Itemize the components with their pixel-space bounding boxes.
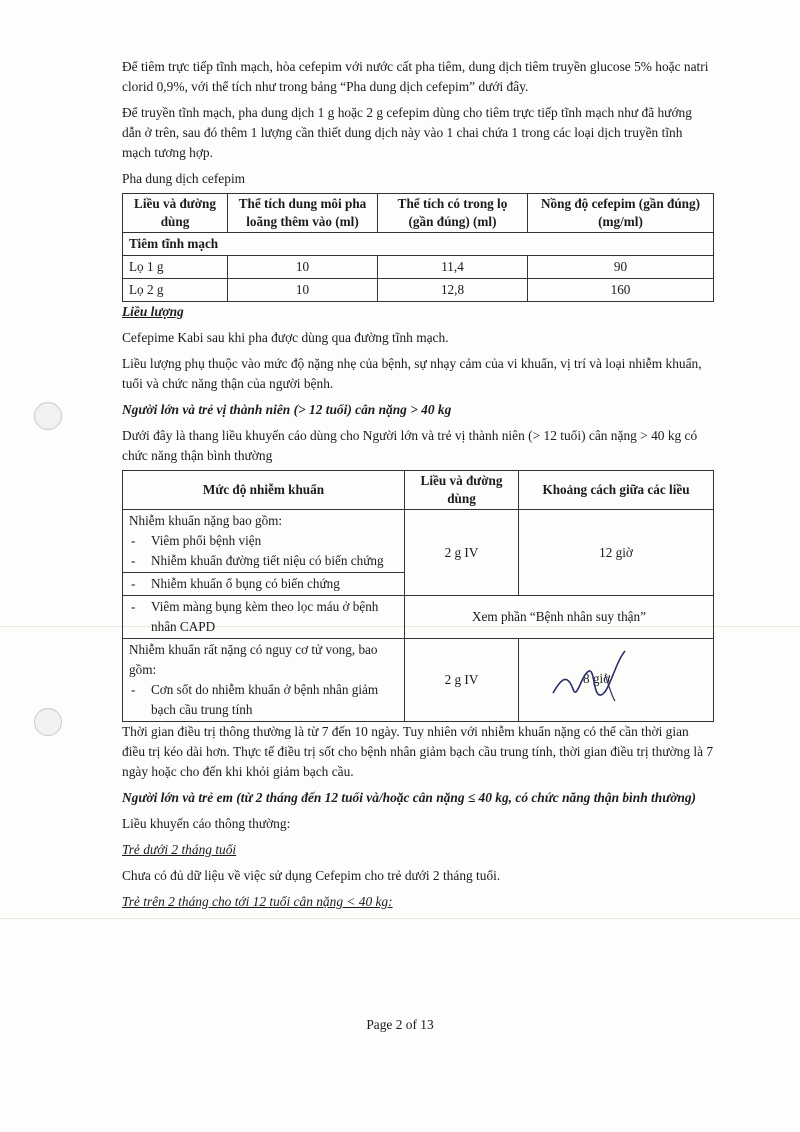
page-content	[122, 57, 714, 912]
table-cell: 160	[528, 279, 714, 302]
table-cell: 11,4	[378, 256, 528, 279]
dose-header-severity: Mức độ nhiễm khuẩn	[123, 471, 405, 510]
dilution-header-route: Liều và đường dùng	[123, 194, 228, 233]
intro-paragraph-1: Để tiêm trực tiếp tĩnh mạch, hòa cefepim với nước cất pha tiêm, dung dịch tiêm truyền glucose 5% hoặc natri clorid 0,9%, với thể tích như trong bảng “Pha dung dịch cefepim” dưới đây.	[122, 59, 709, 94]
list-item: - Nhiễm khuẩn đường tiết niệu có biến chứng	[129, 551, 398, 571]
usual-dose-label: Liều khuyến cáo thông thường:	[122, 816, 291, 831]
table-cell: 10	[228, 279, 378, 302]
table-cell: 12 giờ	[519, 510, 714, 596]
table-cell: Xem phần “Bệnh nhân suy thận”	[405, 596, 714, 639]
table-cell: 90	[528, 256, 714, 279]
dilution-header-diluent: Thể tích dung môi pha loãng thêm vào (ml)	[228, 194, 378, 233]
table-cell	[123, 639, 405, 722]
scan-line	[0, 918, 800, 919]
severity-list	[129, 531, 398, 571]
table-cell: 2 g IV	[405, 639, 519, 722]
signature-mark	[545, 645, 635, 715]
list-item: - Viêm phổi bệnh viện	[129, 531, 398, 551]
table-cell: 2 g IV	[405, 510, 519, 596]
list-item: - Cơn sốt do nhiễm khuẩn ở bệnh nhân giảm bạch cầu trung tính	[129, 680, 398, 720]
dilution-group-iv: Tiêm tĩnh mạch	[123, 233, 714, 256]
table-row	[123, 596, 714, 639]
table-cell: 12,8	[378, 279, 528, 302]
table-row	[123, 510, 714, 573]
dilution-header-concentration: Nồng độ cefepim (gần đúng) (mg/ml)	[528, 194, 714, 233]
table-cell: Lọ 2 g	[123, 279, 228, 302]
under-2-months-heading: Trẻ dưới 2 tháng tuổi	[122, 842, 237, 857]
table-cell	[123, 596, 405, 639]
dosage-paragraph-1: Cefepime Kabi sau khi pha được dùng qua đường tĩnh mạch.	[122, 330, 449, 345]
dose-table	[122, 470, 714, 722]
table-cell	[123, 510, 405, 573]
punch-hole	[34, 708, 62, 736]
dosage-paragraph-2: Liều lượng phụ thuộc vào mức độ nặng nhẹ của bệnh, sự nhạy cảm của vi khuẩn, vị trí và loại nhiễm khuẩn, tuổi và chức năng thận của người bệnh.	[122, 356, 702, 391]
table-row	[123, 279, 714, 302]
child-heading: Người lớn và trẻ em (từ 2 tháng đến 12 tuổi và/hoặc cân nặng ≤ 40 kg, có chức năng thận bình thường)	[122, 790, 696, 805]
list-item: - Viêm màng bụng kèm theo lọc máu ở bệnh nhân CAPD	[129, 597, 398, 637]
over-2-months-heading: Trẻ trên 2 tháng cho tới 12 tuổi cân nặng < 40 kg:	[122, 894, 393, 909]
table-row	[123, 256, 714, 279]
table-cell: Lọ 1 g	[123, 256, 228, 279]
table-cell: 10	[228, 256, 378, 279]
severity-title: Nhiễm khuẩn nặng bao gồm:	[129, 513, 283, 528]
dose-header-interval: Khoảng cách giữa các liều	[519, 471, 714, 510]
interval-value: 8 giờ	[583, 671, 611, 686]
dosage-heading: Liều lượng	[122, 304, 184, 319]
page-number: Page 2 of 13	[366, 1017, 434, 1032]
duration-paragraph: Thời gian điều trị thông thường là từ 7 đến 10 ngày. Tuy nhiên với nhiễm khuẩn nặng có thể cần thời gian điều trị kéo dài hơn. Thực tế điều trị sốt cho bệnh nhân giảm bạch cầu trung tính, thời gian điều trị thường là 7 ngày hoặc cho đến khi khỏi giảm bạch cầu.	[122, 724, 714, 779]
under-2-months-text: Chưa có đủ dữ liệu về việc sử dụng Cefepim cho trẻ dưới 2 tháng tuổi.	[122, 868, 501, 883]
severity-title: Nhiễm khuẩn rất nặng có nguy cơ tử vong, bao gồm:	[129, 642, 378, 677]
list-item: - Nhiễm khuẩn ổ bụng có biến chứng	[129, 574, 398, 594]
table-cell	[519, 639, 714, 722]
dilution-table	[122, 193, 714, 302]
punch-hole	[34, 402, 62, 430]
adult-heading: Người lớn và trẻ vị thành niên (> 12 tuổi) cân nặng > 40 kg	[122, 402, 452, 417]
dilution-header-volume: Thể tích có trong lọ (gần đúng) (ml)	[378, 194, 528, 233]
intro-paragraph-2: Để truyền tĩnh mạch, pha dung dịch 1 g hoặc 2 g cefepim dùng cho tiêm trực tiếp tĩnh mạch như đã hướng dẫn ở trên, sau đó thêm 1 lượng cần thiết dung dịch này vào 1 chai chứa 1 trong các loại dịch truyền tĩnh mạch tương hợp.	[122, 105, 692, 160]
table-caption: Pha dung dịch cefepim	[122, 171, 246, 186]
table-row	[123, 639, 714, 722]
adult-intro: Dưới đây là thang liều khuyến cáo dùng cho Người lớn và trẻ vị thành niên (> 12 tuổi) cân nặng > 40 kg có chức năng thận bình thường	[122, 428, 698, 463]
dose-header-dose: Liều và đường dùng	[405, 471, 519, 510]
table-cell	[123, 573, 405, 596]
